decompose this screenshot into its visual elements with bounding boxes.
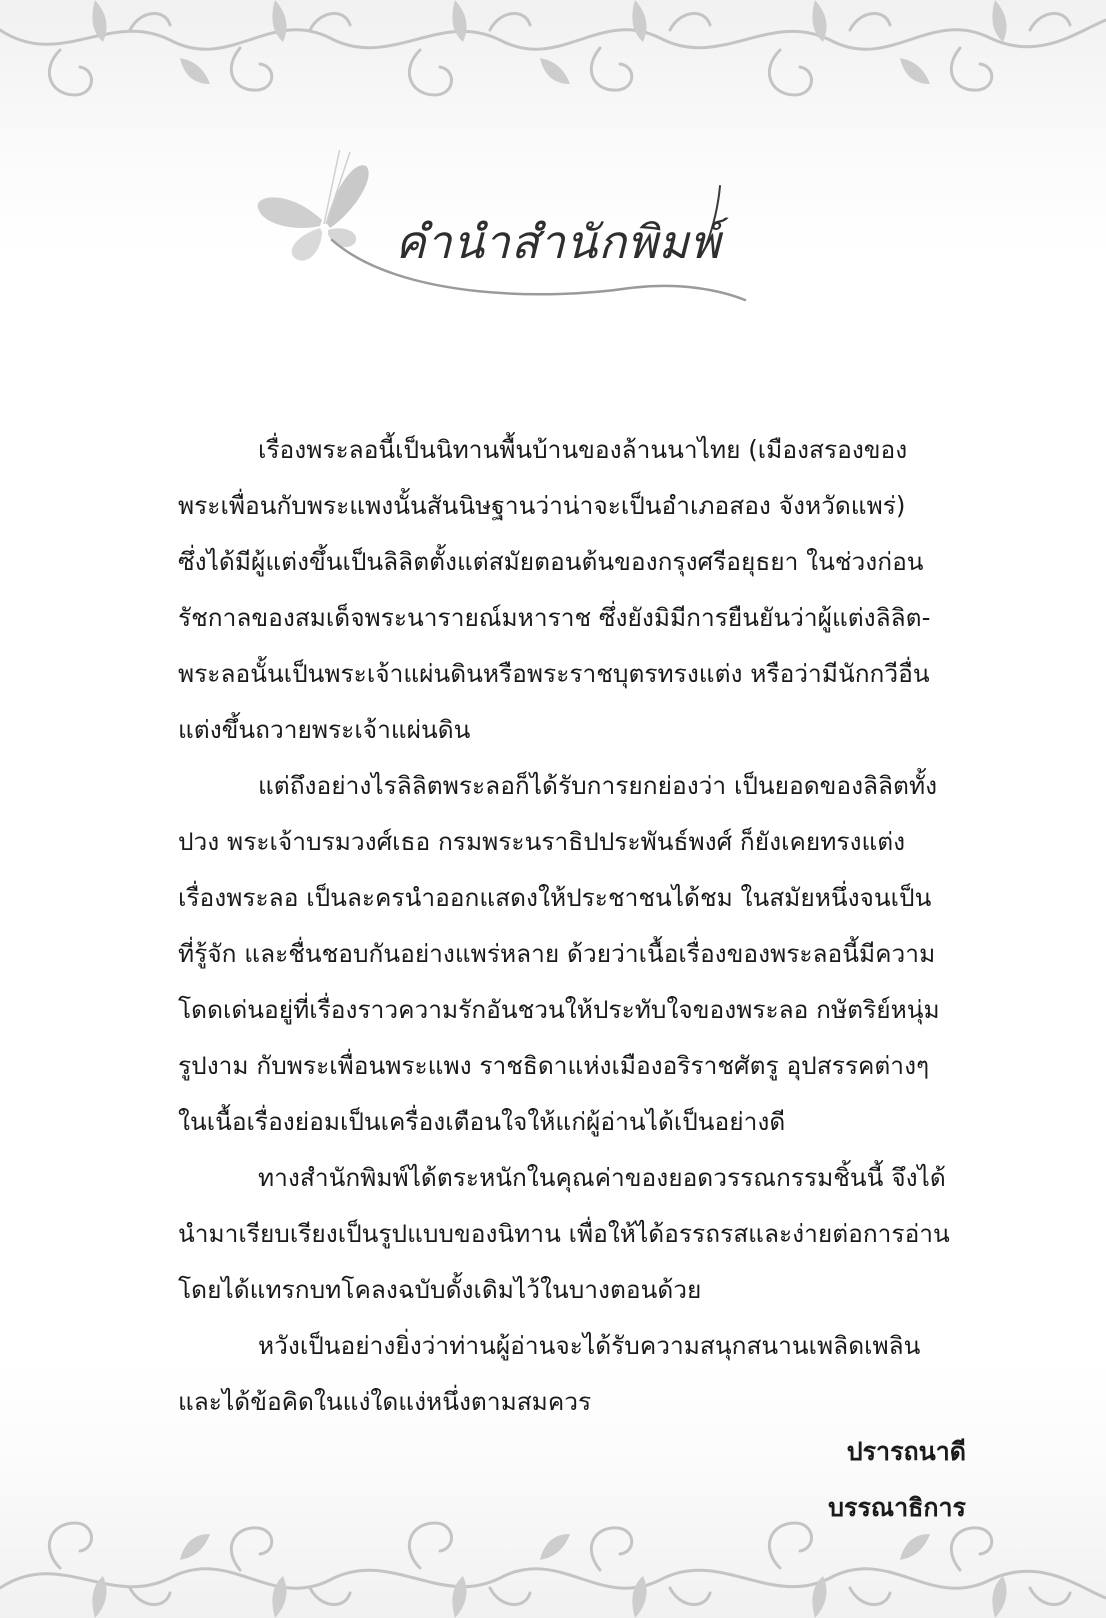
text-line: และได้ข้อคิดในแง่ใดแง่หนึ่งตามสมควร	[178, 1387, 592, 1416]
text-line: โดยได้แทรกบทโคลงฉบับดั้งเดิมไว้ในบางตอนด้วย	[178, 1275, 702, 1304]
text-line: ที่รู้จัก และชื่นชอบกันอย่างแพร่หลาย ด้วยว่าเนื้อเรื่องของพระลอนี้มีความ	[178, 939, 936, 968]
text-line: ซึ่งได้มีผู้แต่งขึ้นเป็นลิลิตตั้งแต่สมัยตอนต้นของกรุงศรีอยุธยา ในช่วงก่อน	[178, 547, 924, 576]
text-line: พระลอนั้นเป็นพระเจ้าแผ่นดินหรือพระราชบุตรทรงแต่ง หรือว่ามีนักกวีอื่น	[178, 659, 930, 688]
text-line: โดดเด่นอยู่ที่เรื่องราวความรักอันชวนให้ประทับใจของพระลอ กษัตริย์หนุ่ม	[178, 995, 940, 1024]
top-vine-scroll-ornament	[0, 0, 1106, 110]
text-line: แต่ถึงอย่างไรลิลิตพระลอก็ได้รับการยกย่องว่า เป็นยอดของลิลิตทั้ง	[258, 771, 938, 800]
closing-text: ปรารถนาดี	[846, 1437, 966, 1466]
text-line: ในเนื้อเรื่องย่อมเป็นเครื่องเตือนใจให้แก่ผู้อ่านได้เป็นอย่างดี	[178, 1107, 786, 1136]
text-line: พระเพื่อนกับพระแพงนั้นสันนิษฐานว่าน่าจะเป็นอำเภอสอง จังหวัดแพร่)	[178, 491, 906, 520]
paragraph-3	[178, 1150, 968, 1318]
bottom-vine-scroll-ornament	[0, 1508, 1106, 1618]
title-block	[250, 150, 780, 330]
text-line: รูปงาม กับพระเพื่อนพระแพง ราชธิดาแห่งเมืองอริราชศัตรู อุปสรรคต่างๆ	[178, 1051, 930, 1080]
text-line: หวังเป็นอย่างยิ่งว่าท่านผู้อ่านจะได้รับความสนุกสนานเพลิดเพลิน	[258, 1331, 921, 1360]
page-title: คำนำสำนักพิมพ์	[395, 215, 722, 269]
text-line: ปวง พระเจ้าบรมวงศ์เธอ กรมพระนราธิปประพันธ์พงศ์ ก็ยังเคยทรงแต่ง	[178, 827, 906, 856]
preface-body	[178, 422, 968, 1430]
text-line: ทางสำนักพิมพ์ได้ตระหนักในคุณค่าของยอดวรรณกรรมชิ้นนี้ จึงได้	[258, 1163, 946, 1192]
signer-title: บรรณาธิการ	[828, 1493, 966, 1522]
paragraph-1	[178, 422, 968, 758]
text-line: รัชกาลของสมเด็จพระนารายณ์มหาราช ซึ่งยังมิมีการยืนยันว่าผู้แต่งลิลิต-	[178, 603, 931, 632]
text-line: เรื่องพระลอนี้เป็นนิทานพื้นบ้านของล้านนาไทย (เมืองสรองของ	[258, 435, 908, 464]
text-line: นำมาเรียบเรียงเป็นรูปแบบของนิทาน เพื่อให้ได้อรรถรสและง่ายต่อการอ่าน	[178, 1219, 950, 1248]
paragraph-4	[178, 1318, 968, 1430]
butterfly-icon	[258, 150, 369, 261]
text-line: แต่งขึ้นถวายพระเจ้าแผ่นดิน	[178, 715, 471, 744]
paragraph-2	[178, 758, 968, 1150]
text-line: เรื่องพระลอ เป็นละครนำออกแสดงให้ประชาชนได้ชม ในสมัยหนึ่งจนเป็น	[178, 883, 932, 912]
